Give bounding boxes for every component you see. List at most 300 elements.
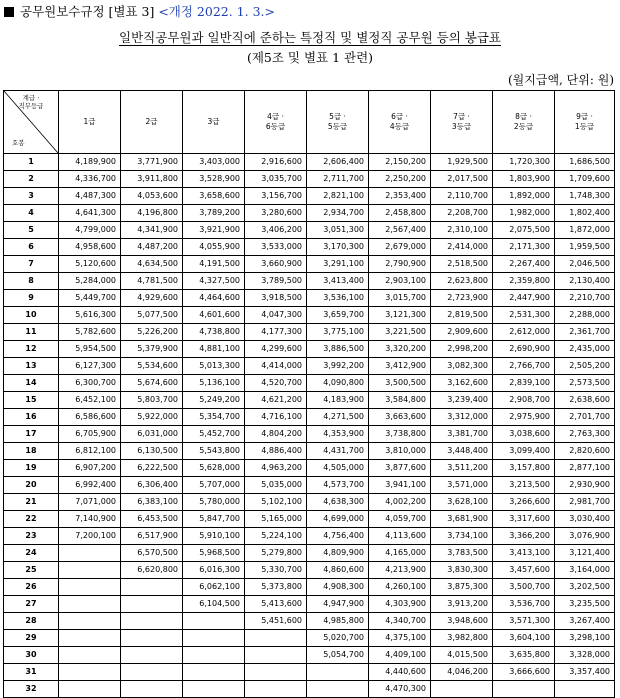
salary-cell: 3,500,500 [369, 375, 431, 392]
square-bullet-icon [4, 7, 14, 17]
salary-cell: 4,046,200 [431, 664, 493, 681]
salary-cell: 5,803,700 [121, 392, 183, 409]
salary-cell: 2,250,200 [369, 171, 431, 188]
salary-cell: 5,224,100 [245, 528, 307, 545]
salary-cell: 5,628,000 [183, 460, 245, 477]
salary-cell: 5,968,500 [183, 545, 245, 562]
salary-cell: 3,771,900 [121, 154, 183, 171]
unit-note: (월지급액, 단위: 원) [508, 73, 614, 87]
salary-cell: 6,705,900 [59, 426, 121, 443]
salary-cell: 6,517,900 [121, 528, 183, 545]
salary-cell: 5,120,600 [59, 256, 121, 273]
salary-cell: 3,659,700 [307, 307, 369, 324]
salary-cell: 3,320,200 [369, 341, 431, 358]
salary-cell: 4,573,700 [307, 477, 369, 494]
salary-cell: 6,812,100 [59, 443, 121, 460]
table-row [4, 477, 615, 494]
salary-cell: 3,875,300 [431, 579, 493, 596]
salary-cell: 4,958,600 [59, 239, 121, 256]
step-number-cell: 27 [4, 596, 59, 613]
salary-cell: 3,536,100 [307, 290, 369, 307]
grade-column-header [183, 91, 245, 154]
salary-cell: 4,487,200 [121, 239, 183, 256]
step-number-cell: 9 [4, 290, 59, 307]
step-number-cell: 22 [4, 511, 59, 528]
salary-cell: 5,379,900 [121, 341, 183, 358]
salary-cell: 3,775,100 [307, 324, 369, 341]
salary-cell: 2,908,700 [493, 392, 555, 409]
salary-cell: 3,457,600 [493, 562, 555, 579]
step-number-cell: 15 [4, 392, 59, 409]
salary-cell: 3,511,200 [431, 460, 493, 477]
table-row [4, 256, 615, 273]
table-row [4, 528, 615, 545]
salary-cell: 2,623,800 [431, 273, 493, 290]
salary-cell: 3,635,800 [493, 647, 555, 664]
salary-cell: 5,077,500 [121, 307, 183, 324]
salary-cell: 3,202,500 [555, 579, 615, 596]
salary-cell: 4,908,300 [307, 579, 369, 596]
grade-header-line: 7급 · [453, 112, 470, 121]
step-number-cell: 21 [4, 494, 59, 511]
salary-cell: 3,982,800 [431, 630, 493, 647]
salary-cell [183, 647, 245, 664]
table-row [4, 324, 615, 341]
table-row [4, 613, 615, 630]
salary-cell: 4,113,600 [369, 528, 431, 545]
grade-header-line: 3급 [207, 117, 220, 126]
step-number-cell: 10 [4, 307, 59, 324]
salary-cell: 6,992,400 [59, 477, 121, 494]
salary-cell [59, 681, 121, 698]
salary-cell: 6,300,700 [59, 375, 121, 392]
salary-cell: 3,734,100 [431, 528, 493, 545]
grade-header-line: 3등급 [451, 122, 472, 131]
salary-cell: 2,690,900 [493, 341, 555, 358]
salary-cell: 3,082,300 [431, 358, 493, 375]
salary-cell: 5,543,800 [183, 443, 245, 460]
salary-cell: 4,464,600 [183, 290, 245, 307]
step-number-cell: 8 [4, 273, 59, 290]
grade-header-line: 4급 · [267, 112, 284, 121]
salary-cell: 2,310,100 [431, 222, 493, 239]
step-number-cell: 2 [4, 171, 59, 188]
salary-cell [59, 562, 121, 579]
salary-cell: 4,409,100 [369, 647, 431, 664]
salary-cell: 2,573,500 [555, 375, 615, 392]
salary-cell: 2,711,700 [307, 171, 369, 188]
salary-cell: 4,002,200 [369, 494, 431, 511]
salary-cell: 6,383,100 [121, 494, 183, 511]
table-row [4, 171, 615, 188]
salary-cell [121, 647, 183, 664]
salary-cell: 6,031,000 [121, 426, 183, 443]
step-number-cell: 18 [4, 443, 59, 460]
salary-cell: 1,686,500 [555, 154, 615, 171]
salary-cell: 4,804,200 [245, 426, 307, 443]
salary-cell: 3,877,600 [369, 460, 431, 477]
salary-cell: 2,531,300 [493, 307, 555, 324]
amendment-date: <개정 2022. 1. 3.> [158, 4, 275, 19]
salary-cell: 5,910,100 [183, 528, 245, 545]
salary-cell: 2,150,200 [369, 154, 431, 171]
salary-cell: 2,701,700 [555, 409, 615, 426]
grade-column-header [59, 91, 121, 154]
table-row [4, 494, 615, 511]
salary-cell: 5,330,700 [245, 562, 307, 579]
salary-cell: 3,918,500 [245, 290, 307, 307]
salary-cell: 4,341,900 [121, 222, 183, 239]
salary-cell: 4,634,500 [121, 256, 183, 273]
salary-cell: 3,280,600 [245, 205, 307, 222]
salary-cell: 3,266,600 [493, 494, 555, 511]
salary-cell: 6,222,500 [121, 460, 183, 477]
salary-table [3, 90, 615, 698]
salary-cell: 4,487,300 [59, 188, 121, 205]
corner-header-cell [4, 91, 59, 154]
salary-cell: 4,881,100 [183, 341, 245, 358]
table-row [4, 392, 615, 409]
salary-cell: 4,353,900 [307, 426, 369, 443]
salary-cell: 4,183,900 [307, 392, 369, 409]
salary-cell [245, 647, 307, 664]
grade-header-line: 8급 · [515, 112, 532, 121]
salary-cell: 2,934,700 [307, 205, 369, 222]
step-number-cell: 11 [4, 324, 59, 341]
salary-cell: 2,821,100 [307, 188, 369, 205]
salary-cell [121, 613, 183, 630]
salary-cell: 2,916,600 [245, 154, 307, 171]
salary-cell: 3,830,300 [431, 562, 493, 579]
salary-cell: 4,520,700 [245, 375, 307, 392]
salary-cell: 3,317,600 [493, 511, 555, 528]
salary-cell: 4,299,600 [245, 341, 307, 358]
salary-cell [121, 664, 183, 681]
salary-cell: 2,518,500 [431, 256, 493, 273]
step-number-cell: 17 [4, 426, 59, 443]
salary-cell: 3,406,200 [245, 222, 307, 239]
salary-cell: 4,090,800 [307, 375, 369, 392]
salary-cell: 6,127,300 [59, 358, 121, 375]
salary-cell: 3,413,400 [307, 273, 369, 290]
salary-cell [245, 630, 307, 647]
salary-cell: 3,536,700 [493, 596, 555, 613]
salary-cell: 5,013,300 [183, 358, 245, 375]
salary-cell: 2,877,100 [555, 460, 615, 477]
salary-cell: 2,790,900 [369, 256, 431, 273]
salary-cell [121, 579, 183, 596]
step-number-cell: 28 [4, 613, 59, 630]
step-number-cell: 20 [4, 477, 59, 494]
salary-cell: 2,763,300 [555, 426, 615, 443]
step-number-cell: 16 [4, 409, 59, 426]
salary-cell: 5,954,500 [59, 341, 121, 358]
step-number-cell: 31 [4, 664, 59, 681]
grade-column-header [431, 91, 493, 154]
salary-cell: 3,157,800 [493, 460, 555, 477]
salary-cell: 4,756,400 [307, 528, 369, 545]
salary-cell: 2,567,400 [369, 222, 431, 239]
table-row [4, 341, 615, 358]
grade-column-header [307, 91, 369, 154]
salary-cell: 2,435,000 [555, 341, 615, 358]
salary-cell: 4,047,300 [245, 307, 307, 324]
salary-cell: 4,431,700 [307, 443, 369, 460]
table-header-row [4, 91, 615, 154]
salary-cell: 3,738,800 [369, 426, 431, 443]
salary-cell: 3,413,100 [493, 545, 555, 562]
salary-cell: 3,121,400 [555, 545, 615, 562]
salary-cell: 4,414,000 [245, 358, 307, 375]
salary-cell [59, 579, 121, 596]
salary-cell: 1,709,600 [555, 171, 615, 188]
table-row [4, 222, 615, 239]
table-row [4, 273, 615, 290]
salary-cell: 6,620,800 [121, 562, 183, 579]
step-number-cell: 24 [4, 545, 59, 562]
table-row [4, 239, 615, 256]
salary-cell: 4,985,800 [307, 613, 369, 630]
salary-cell: 3,584,800 [369, 392, 431, 409]
step-number-cell: 14 [4, 375, 59, 392]
table-subtitle: (제5조 및 별표 1 관련) [246, 50, 374, 65]
table-row [4, 375, 615, 392]
salary-cell: 4,799,000 [59, 222, 121, 239]
salary-cell [59, 630, 121, 647]
salary-cell: 2,839,100 [493, 375, 555, 392]
grade-column-header [555, 91, 615, 154]
salary-cell: 2,130,400 [555, 273, 615, 290]
salary-cell: 1,802,400 [555, 205, 615, 222]
salary-cell: 2,458,800 [369, 205, 431, 222]
step-number-cell: 29 [4, 630, 59, 647]
table-row [4, 596, 615, 613]
salary-cell: 4,213,900 [369, 562, 431, 579]
salary-cell [555, 681, 615, 698]
salary-cell: 3,239,400 [431, 392, 493, 409]
salary-cell: 3,170,300 [307, 239, 369, 256]
salary-cell: 3,921,900 [183, 222, 245, 239]
salary-cell: 2,606,400 [307, 154, 369, 171]
salary-cell: 2,414,000 [431, 239, 493, 256]
salary-cell: 5,284,000 [59, 273, 121, 290]
table-row [4, 579, 615, 596]
salary-cell: 3,604,100 [493, 630, 555, 647]
salary-cell [121, 596, 183, 613]
salary-cell: 3,291,100 [307, 256, 369, 273]
salary-cell: 5,279,800 [245, 545, 307, 562]
step-number-cell: 3 [4, 188, 59, 205]
salary-cell [431, 681, 493, 698]
salary-cell: 4,963,200 [245, 460, 307, 477]
salary-cell: 5,354,700 [183, 409, 245, 426]
salary-cell: 4,440,600 [369, 664, 431, 681]
salary-cell: 3,533,000 [245, 239, 307, 256]
salary-cell: 5,413,600 [245, 596, 307, 613]
salary-cell: 2,447,900 [493, 290, 555, 307]
salary-cell: 1,929,500 [431, 154, 493, 171]
salary-cell: 4,177,300 [245, 324, 307, 341]
salary-cell: 2,723,900 [431, 290, 493, 307]
salary-cell [59, 613, 121, 630]
salary-cell [307, 681, 369, 698]
salary-cell: 3,162,600 [431, 375, 493, 392]
salary-cell: 3,076,900 [555, 528, 615, 545]
step-number-cell: 23 [4, 528, 59, 545]
step-number-cell: 30 [4, 647, 59, 664]
table-row [4, 426, 615, 443]
salary-cell: 2,361,700 [555, 324, 615, 341]
salary-cell: 3,992,200 [307, 358, 369, 375]
salary-cell: 4,260,100 [369, 579, 431, 596]
salary-cell: 3,783,500 [431, 545, 493, 562]
salary-cell: 5,922,000 [121, 409, 183, 426]
salary-cell: 6,907,200 [59, 460, 121, 477]
salary-cell: 3,789,200 [183, 205, 245, 222]
salary-cell: 7,071,000 [59, 494, 121, 511]
salary-cell: 5,020,700 [307, 630, 369, 647]
salary-cell: 5,451,600 [245, 613, 307, 630]
table-row [4, 443, 615, 460]
salary-cell: 3,099,400 [493, 443, 555, 460]
salary-cell [121, 681, 183, 698]
grade-header-line: 6급 · [391, 112, 408, 121]
step-number-cell: 32 [4, 681, 59, 698]
grade-header-line: 2등급 [513, 122, 534, 131]
salary-cell: 5,136,100 [183, 375, 245, 392]
table-row [4, 647, 615, 664]
salary-cell: 5,054,700 [307, 647, 369, 664]
step-number-cell: 4 [4, 205, 59, 222]
salary-cell: 1,872,000 [555, 222, 615, 239]
salary-cell: 4,860,600 [307, 562, 369, 579]
regulation-title: 공무원보수규정 [별표 3] [20, 4, 155, 19]
salary-cell: 6,586,600 [59, 409, 121, 426]
salary-cell: 5,616,300 [59, 307, 121, 324]
salary-cell: 1,720,300 [493, 154, 555, 171]
grade-header-line: 1등급 [574, 122, 595, 131]
step-number-cell: 5 [4, 222, 59, 239]
salary-cell: 5,534,600 [121, 358, 183, 375]
corner-step-label: 호봉 [12, 139, 25, 147]
salary-cell: 3,051,300 [307, 222, 369, 239]
salary-cell: 2,903,100 [369, 273, 431, 290]
salary-cell: 5,373,800 [245, 579, 307, 596]
table-row [4, 562, 615, 579]
salary-cell: 4,716,100 [245, 409, 307, 426]
salary-cell: 4,336,700 [59, 171, 121, 188]
salary-cell: 2,208,700 [431, 205, 493, 222]
salary-cell: 2,505,200 [555, 358, 615, 375]
salary-cell: 3,810,000 [369, 443, 431, 460]
document-header [4, 2, 275, 22]
step-number-cell: 13 [4, 358, 59, 375]
salary-cell: 6,306,400 [121, 477, 183, 494]
salary-cell: 4,189,900 [59, 154, 121, 171]
salary-cell: 6,452,100 [59, 392, 121, 409]
salary-cell: 3,660,900 [245, 256, 307, 273]
salary-cell: 1,982,000 [493, 205, 555, 222]
salary-cell: 4,191,500 [183, 256, 245, 273]
salary-cell: 6,570,500 [121, 545, 183, 562]
salary-cell: 3,213,500 [493, 477, 555, 494]
salary-cell: 3,448,400 [431, 443, 493, 460]
salary-cell: 5,449,700 [59, 290, 121, 307]
salary-cell: 4,781,500 [121, 273, 183, 290]
salary-cell: 5,847,700 [183, 511, 245, 528]
salary-cell: 2,998,200 [431, 341, 493, 358]
salary-cell: 3,038,600 [493, 426, 555, 443]
salary-cell: 2,679,000 [369, 239, 431, 256]
salary-cell: 3,911,800 [121, 171, 183, 188]
salary-cell: 3,403,000 [183, 154, 245, 171]
grade-column-header [245, 91, 307, 154]
salary-cell: 3,681,900 [431, 511, 493, 528]
salary-cell: 3,267,400 [555, 613, 615, 630]
table-row [4, 358, 615, 375]
salary-cell [183, 630, 245, 647]
salary-cell: 6,104,500 [183, 596, 245, 613]
salary-cell: 4,738,800 [183, 324, 245, 341]
grade-column-header [369, 91, 431, 154]
salary-cell: 1,748,300 [555, 188, 615, 205]
salary-cell: 5,782,600 [59, 324, 121, 341]
table-row [4, 681, 615, 698]
salary-cell: 3,628,100 [431, 494, 493, 511]
salary-cell: 2,171,300 [493, 239, 555, 256]
step-number-cell: 6 [4, 239, 59, 256]
step-number-cell: 25 [4, 562, 59, 579]
step-number-cell: 7 [4, 256, 59, 273]
salary-cell: 2,930,900 [555, 477, 615, 494]
salary-cell [183, 664, 245, 681]
salary-cell: 1,803,900 [493, 171, 555, 188]
salary-cell: 1,892,000 [493, 188, 555, 205]
salary-cell: 2,638,600 [555, 392, 615, 409]
salary-cell: 6,062,100 [183, 579, 245, 596]
salary-cell: 6,016,300 [183, 562, 245, 579]
salary-cell [245, 681, 307, 698]
table-row [4, 188, 615, 205]
salary-cell: 4,340,700 [369, 613, 431, 630]
salary-cell: 5,452,700 [183, 426, 245, 443]
salary-cell: 3,412,900 [369, 358, 431, 375]
step-number-cell: 12 [4, 341, 59, 358]
table-row [4, 630, 615, 647]
salary-cell: 3,035,700 [245, 171, 307, 188]
salary-cell: 3,221,500 [369, 324, 431, 341]
salary-cell: 2,975,900 [493, 409, 555, 426]
corner-grade-label: 계급 · 직무등급 [18, 94, 44, 110]
salary-cell: 4,053,600 [121, 188, 183, 205]
grade-header-line: 5등급 [327, 122, 348, 131]
salary-cell: 5,035,000 [245, 477, 307, 494]
salary-cell: 5,707,000 [183, 477, 245, 494]
table-body [4, 154, 615, 698]
salary-cell: 2,210,700 [555, 290, 615, 307]
salary-cell: 4,621,200 [245, 392, 307, 409]
salary-cell [121, 630, 183, 647]
salary-cell: 4,947,900 [307, 596, 369, 613]
grade-header-line: 6등급 [265, 122, 286, 131]
salary-cell: 2,353,400 [369, 188, 431, 205]
salary-cell: 3,164,000 [555, 562, 615, 579]
salary-cell: 3,658,600 [183, 188, 245, 205]
salary-cell: 3,663,600 [369, 409, 431, 426]
table-row [4, 307, 615, 324]
salary-cell: 4,505,000 [307, 460, 369, 477]
salary-cell: 2,909,600 [431, 324, 493, 341]
